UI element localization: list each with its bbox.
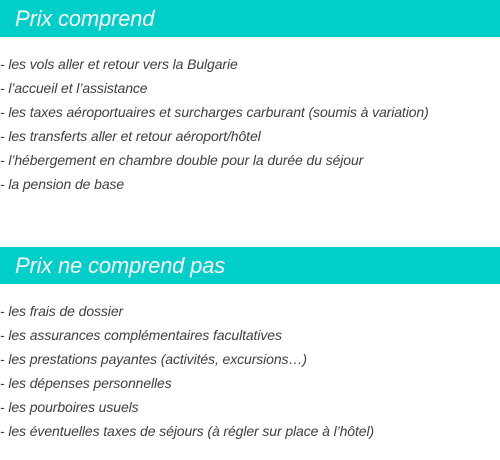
list-item: - les assurances complémentaires facultatives	[0, 327, 282, 343]
price-excludes-title: Prix ne comprend pas	[15, 252, 225, 278]
price-excludes-section	[0, 247, 500, 443]
list-item: - les taxes aéroportuaires et surcharges carburant (soumis à variation)	[0, 104, 429, 120]
list-item: - les transferts aller et retour aéroport/hôtel	[0, 128, 261, 144]
list-item: - les pourboires usuels	[0, 399, 139, 415]
list-item: - les vols aller et retour vers la Bulgarie	[0, 56, 238, 72]
price-excludes-list	[0, 284, 500, 443]
price-includes-list	[0, 37, 500, 196]
list-item: - les frais de dossier	[0, 303, 124, 319]
price-excludes-header	[0, 247, 500, 284]
price-includes-title: Prix comprend	[15, 5, 155, 31]
list-item: - les dépenses personnelles	[0, 375, 172, 391]
list-item: - les éventuelles taxes de séjours (à régler sur place à l’hôtel)	[0, 423, 375, 439]
list-item: - la pension de base	[0, 176, 125, 192]
list-item: - l’hébergement en chambre double pour la durée du séjour	[0, 152, 364, 168]
list-item: - l’accueil et l’assistance	[0, 80, 148, 96]
price-includes-header	[0, 0, 500, 37]
price-includes-section	[0, 0, 500, 196]
list-item: - les prestations payantes (activités, excursions…)	[0, 351, 307, 367]
